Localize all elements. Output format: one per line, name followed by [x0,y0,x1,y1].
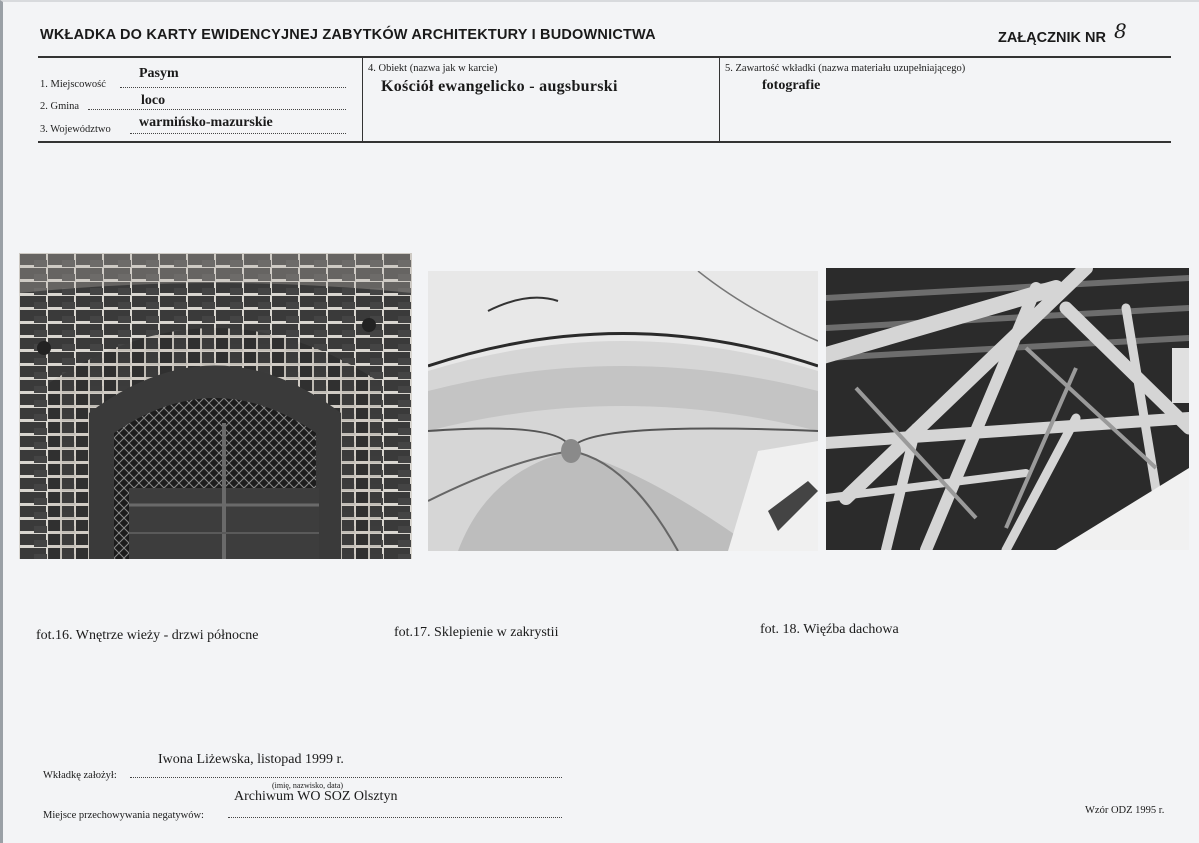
commune-value: loco [141,93,166,108]
content-label: 5. Zawartość wkładki (nazwa materiału uzupełniającego) [725,63,966,74]
annex-heading [998,19,1127,47]
voivodeship-value: warmińsko-mazurskie [139,115,273,130]
locality-dots [120,87,346,88]
object-label: 4. Obiekt (nazwa jak w karcie) [368,63,498,74]
voivodeship-dots [130,133,346,134]
storage-value: Archiwum WO SOZ Olsztyn [234,789,398,804]
column-divider-1 [362,56,363,142]
annex-label: ZAŁĄCZNIK NR [998,30,1106,46]
storage-label: Miejsce przechowywania negatywów: [43,810,204,821]
object-value: Kościół ewangelicko - augsburski [381,78,618,95]
locality-value: Pasym [139,66,179,81]
photo-rib-vault [428,271,818,551]
author-hint: (imię, nazwisko, data) [272,781,344,790]
header-rule-bottom [38,141,1171,143]
photo-roof-truss [826,268,1189,550]
caption-photo-18: fot. 18. Więźba dachowa [760,622,899,637]
author-label: Wkładkę założył: [43,770,117,781]
storage-dots [228,817,562,818]
author-dots [130,777,562,778]
form-title: WKŁADKA DO KARTY EWIDENCYJNEJ ZABYTKÓW ARCHITEKTURY I BUDOWNICTWA [40,27,656,43]
column-divider-2 [719,56,720,142]
caption-photo-17: fot.17. Sklepienie w zakrystii [394,625,559,640]
commune-dots [88,109,346,110]
voivodeship-label: 3. Województwo [40,124,111,135]
annex-number: 8 [1113,19,1127,43]
photo-brick-doorway [19,253,412,559]
caption-photo-16: fot.16. Wnętrze wieży - drzwi północne [36,628,259,643]
commune-label: 2. Gmina [40,101,80,112]
locality-label: 1. Miejscowość [40,79,106,90]
author-value: Iwona Liżewska, listopad 1999 r. [158,752,344,767]
form-template-code: Wzór ODZ 1995 r. [1085,805,1165,816]
content-value: fotografie [762,78,821,93]
header-rule-top [38,56,1171,58]
